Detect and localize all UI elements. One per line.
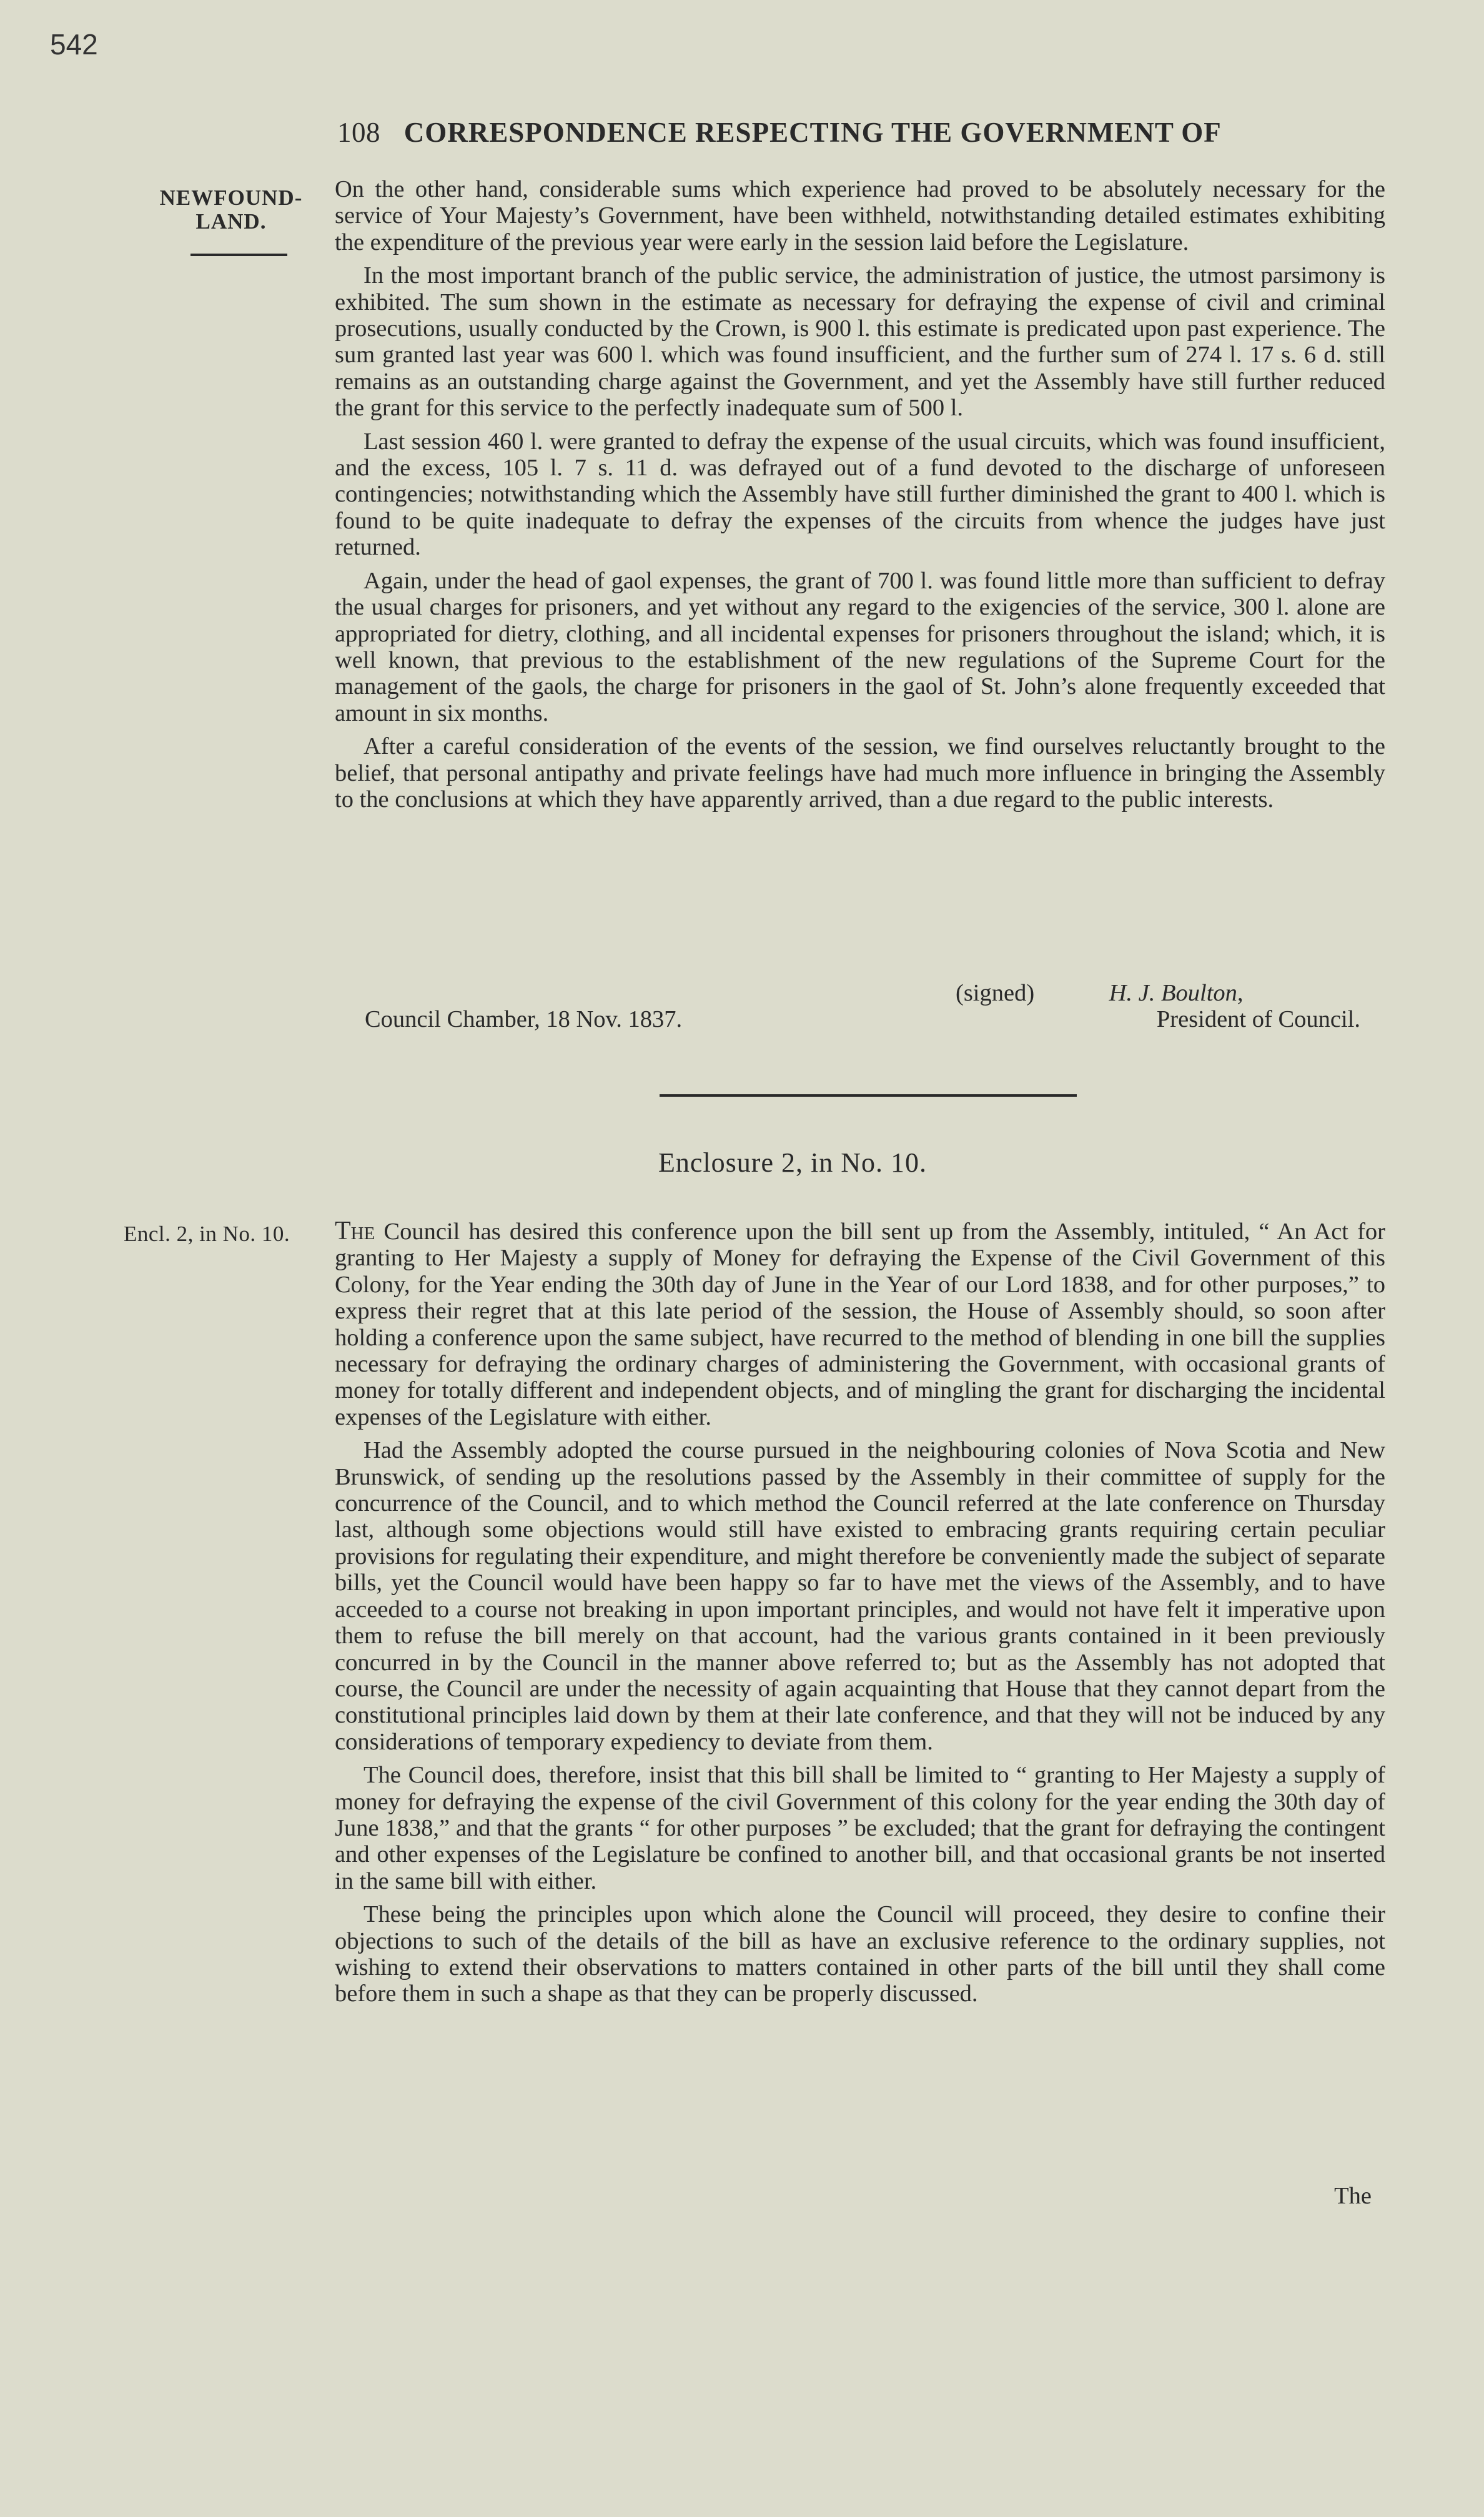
page-number: 542 (50, 28, 98, 61)
signed-label: (signed) (956, 980, 1035, 1006)
paragraph: In the most important branch of the public service, the administration of justice, the utmost parsimony is exhibited. The sum shown in the estimate as necessary for defraying the expense of civil and criminal prosecutions, usually conducted by the Crown, is 900 l. this estimate is predicated upon past experience. The sum granted last year was 600 l. which was found insufficient, and the further sum of 274 l. 17 s. 6 d. still remains as an outstanding charge against the Government, and yet the Assembly have still further reduced the grant for this service to the perfectly inadequate sum of 500 l. (335, 262, 1385, 422)
margin-note-rule (190, 254, 287, 256)
place-and-date: Council Chamber, 18 Nov. 1837. (365, 1006, 683, 1032)
paragraph (335, 1218, 1385, 1430)
paragraph: After a careful consideration of the events of the session, we find ourselves reluctantly brought to the belief, that personal antipathy and private feelings have had much more influence in bringing the Assembly to the conclusions at which they have apparently arrived, than a due regard to the public interests. (335, 733, 1385, 813)
paragraph: Last session 460 l. were granted to defray the expense of the usual circuits, which was found insufficient, and the excess, 105 l. 7 s. 11 d. was defrayed out of a fund devoted to the discharge of unforeseen contingencies; notwithstanding which the Assembly have still further diminished the grant to 400 l. which is found to be quite inadequate to defray the expenses of the circuits from whence the judges have just returned. (335, 428, 1385, 561)
margin-note-line2: LAND. (195, 209, 267, 234)
folio-number: 108 (337, 117, 380, 148)
signature-line (956, 979, 1244, 1007)
section-divider (660, 1094, 1077, 1097)
paragraph-text: Council has desired this conference upon the bill sent up from the Assembly, intituled, “ An Act for granting to Her Majesty a supply of Money for defraying the Expense of the Civil Government of this Colony, for the Year ending the 30th day of June in the Year of our Lord 1838, and for other purposes,” to express their regret that at this late period of the session, the House of Assembly should, so soon after holding a conference upon the same subject, have recurred to the method of blending in one bill the supplies necessary for defraying the ordinary charges of administering the Government, with occasional grants of money for totally different and independent objects, and of mingling the grant for discharging the incidental expenses of the Legislature with either. (335, 1219, 1385, 1430)
catchword: The (1334, 2183, 1372, 2209)
margin-note-line1: NEWFOUND- (159, 185, 303, 210)
enclosure-heading: Enclosure 2, in No. 10. (658, 1147, 927, 1178)
paragraph: On the other hand, considerable sums which experience had proved to be absolutely necessary for the service of Your Majesty’s Government, have been withheld, notwithstanding detailed estimates exhibiting the expenditure of the previous year were early in the session laid before the Legislature. (335, 176, 1385, 255)
signatory-office: President of Council. (1156, 1006, 1360, 1032)
margin-note-colony (137, 186, 325, 234)
signatory-name: H. J. Boulton, (1109, 980, 1244, 1006)
running-head (337, 116, 1399, 149)
paragraph: These being the principles upon which alone the Council will proceed, they desire to confine their objections to such of the details of the bill as have an exclusive reference to the ordinary supplies, not wishing to extend their observations to matters contained in other parts of the bill until they shall come before them in such a shape as that they can be properly discussed. (335, 1901, 1385, 2007)
enclosure-margin-label: Encl. 2, in No. 10. (124, 1222, 290, 1246)
paragraph: Had the Assembly adopted the course pursued in the neighbouring colonies of Nova Scotia and New Brunswick, of sending up the resolutions passed by the Assembly in their committee of supply for the concurrence of the Council, and to which method the Council referred at the late conference on Thursday last, although some objections would still have existed to embracing grants requiring certain peculiar provisions for regulating their expenditure, and might therefore be conveniently made the subject of separate bills, yet the Council would have been happy so far to have met the views of the Assembly, and to have acceeded to a course not breaking in upon important principles, and would not have felt it imperative upon them to refuse the bill merely on that account, had the various grants contained in it been previously concurred in by the Council in the manner above referred to; but as the Assembly has not adopted that course, the Council are under the necessity of again acquainting that House that they cannot depart from the constitutional principles laid down by them at their late conference, and that they will not be induced by any considerations of temporary expediency to deviate from them. (335, 1437, 1385, 1755)
paragraph: Again, under the head of gaol expenses, the grant of 700 l. was found little more than sufficient to defray the usual charges for prisoners, and yet without any regard to the exigencies of the service, 300 l. alone are appropriated for dietry, clothing, and all incidental expenses for prisoners throughout the island; which, it is well known, that previous to the establishment of the new regulations of the Supreme Court for the management of the gaols, the charge for prisoners in the gaol of St. John’s alone frequently exceeded that amount in six months. (335, 567, 1385, 726)
running-head-title: CORRESPONDENCE RESPECTING THE GOVERNMENT OF (403, 117, 1222, 148)
council-report-text (335, 176, 1385, 819)
paragraph: The Council does, therefore, insist that this bill shall be limited to “ granting to Her Majesty a supply of money for defraying the expense of the civil Government of this colony for the year ending the 30th day of June 1838,” and that the grants “ for other purposes ” be excluded; that the grant for defraying the contingent and other expenses of the Legislature be confined to another bill, and that occasional grants be not inserted in the same bill with either. (335, 1762, 1385, 1894)
lead-word: The (335, 1217, 375, 1245)
enclosure-text (335, 1218, 1385, 2014)
